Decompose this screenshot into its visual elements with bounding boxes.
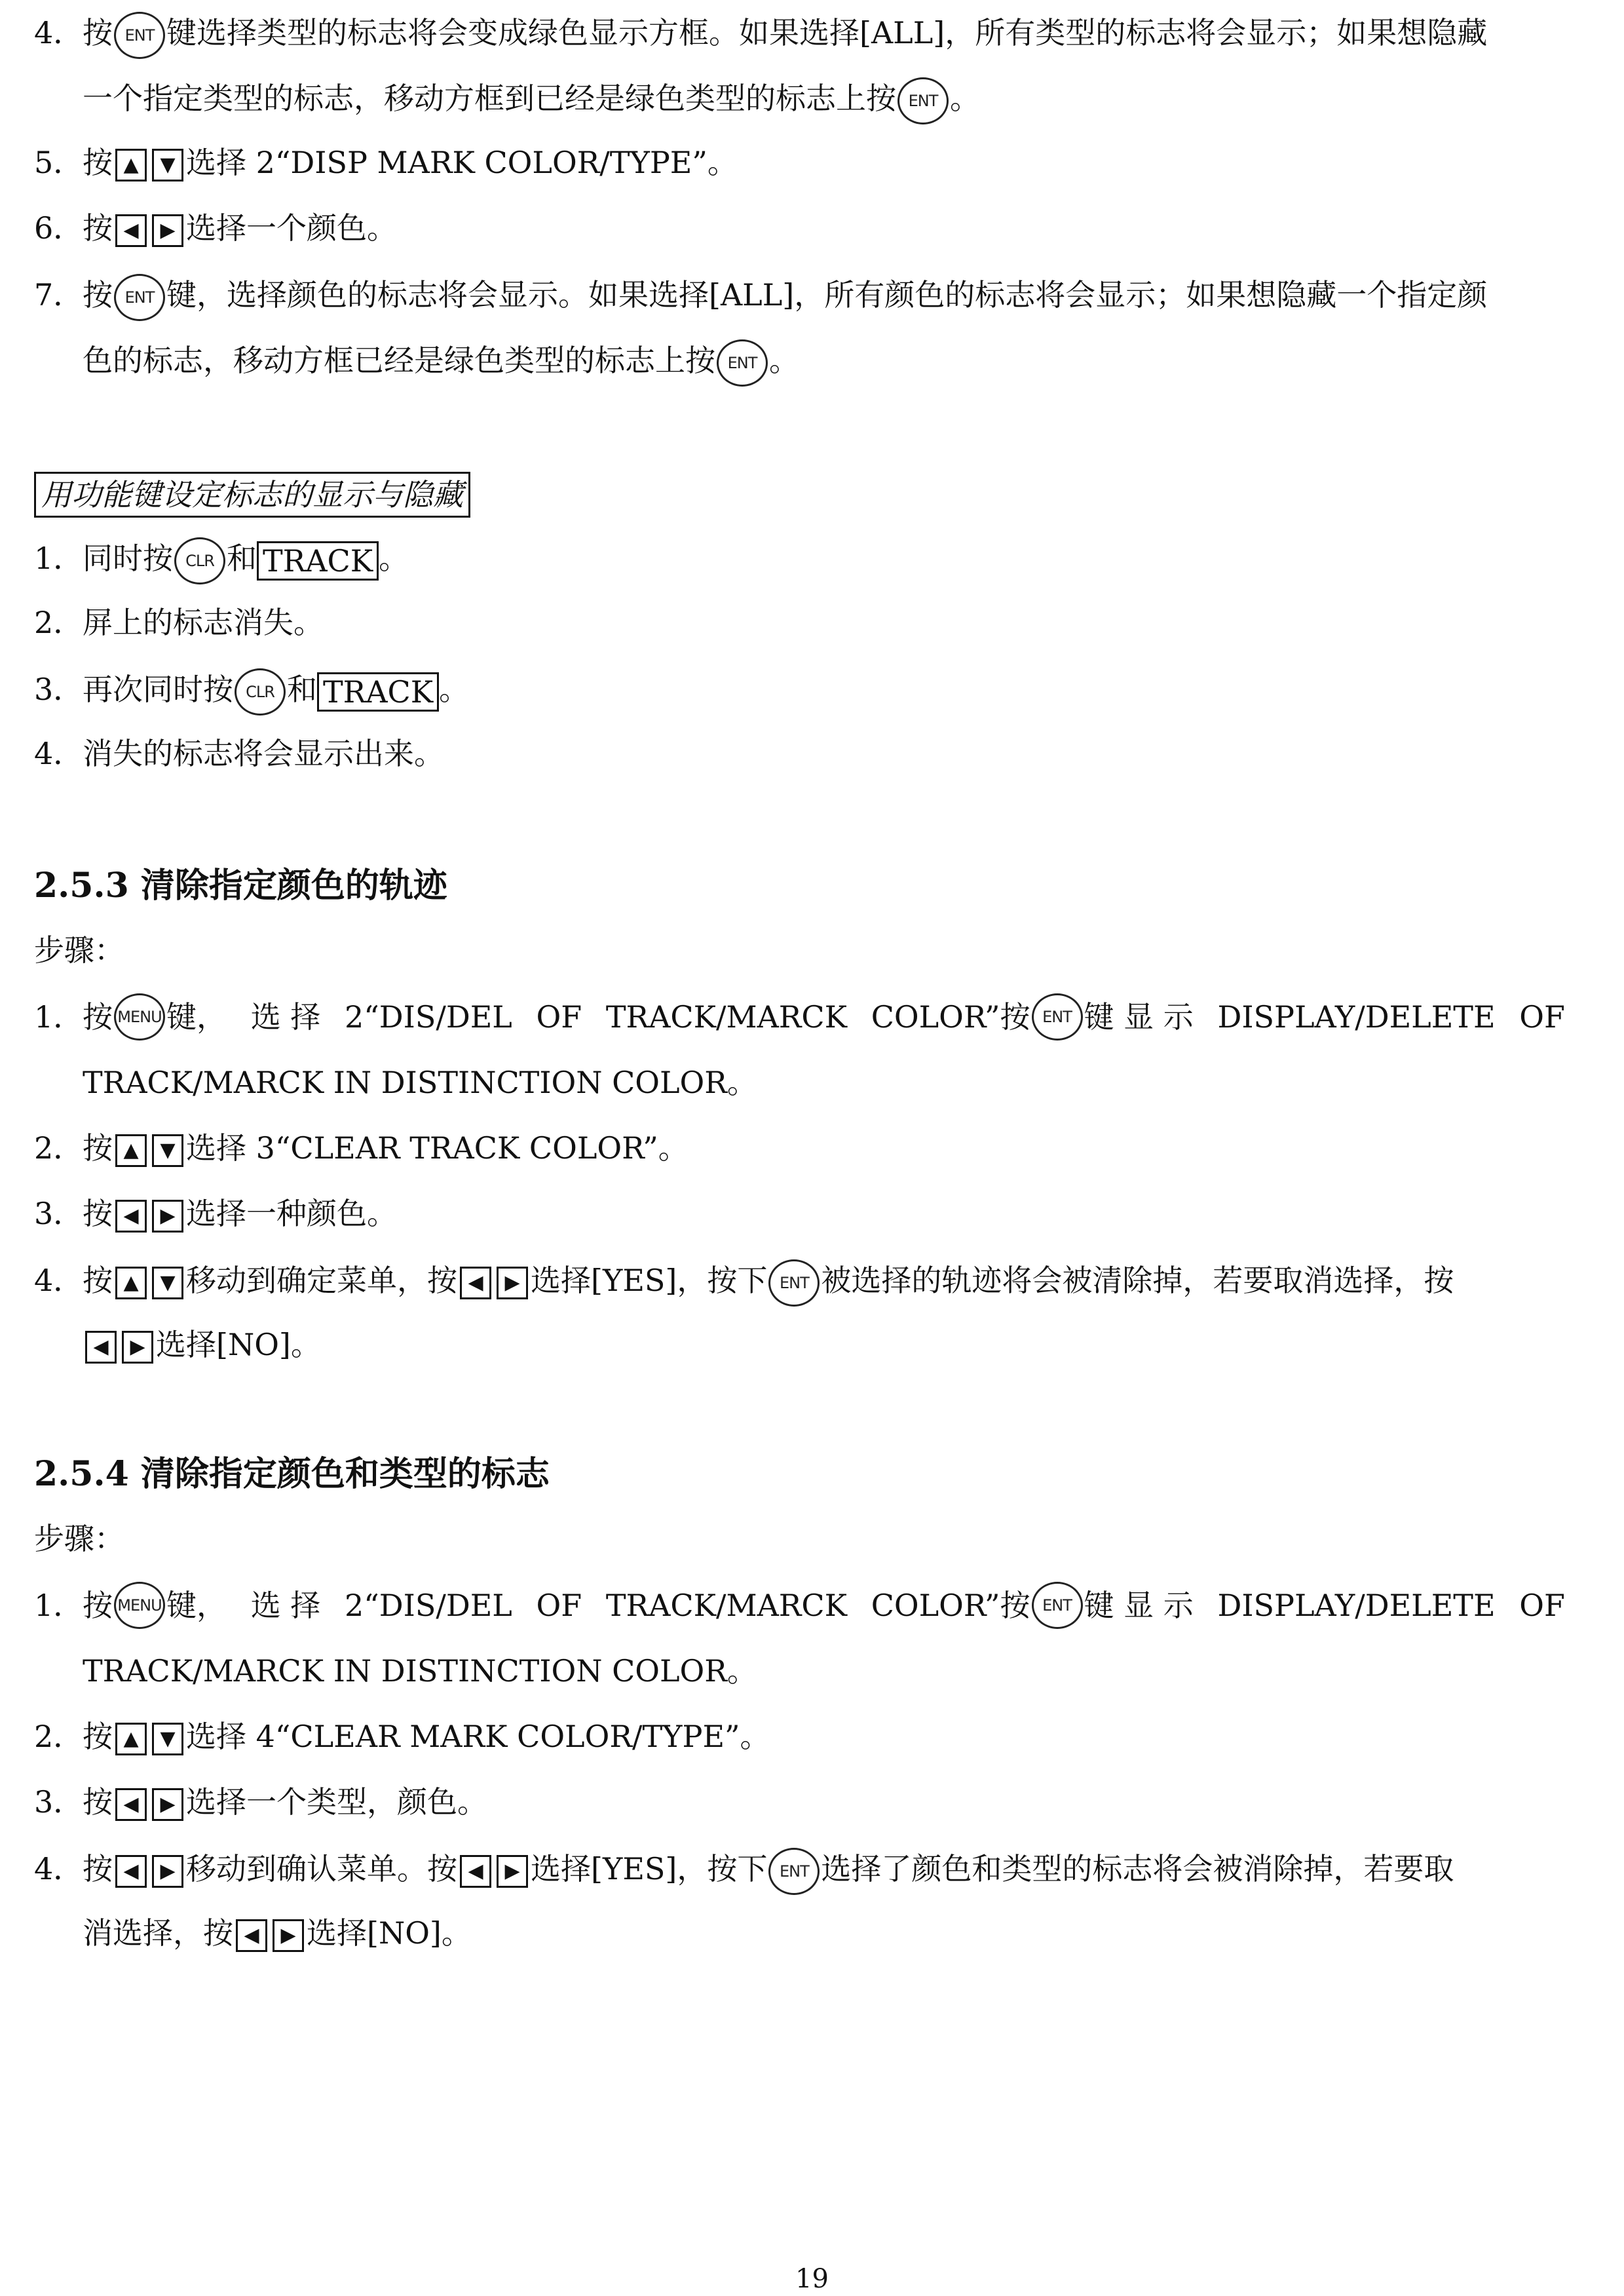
right-arrow-key-icon: ▶	[122, 1331, 153, 1364]
ent-key-icon: ENT	[114, 12, 165, 59]
ent-key-icon: ENT	[717, 339, 768, 387]
left-arrow-key-icon: ◀	[115, 1788, 147, 1821]
clr-key-icon: CLR	[174, 537, 225, 584]
section-2-5-4-steps-label: 步骤：	[34, 1521, 124, 1556]
ent-key-icon: ENT	[897, 77, 949, 124]
func-step-2: 2．屏上的标志消失。	[34, 605, 324, 640]
right-arrow-key-icon: ▶	[152, 1855, 183, 1888]
sec253-step-1-line2: TRACK/MARCK IN DISTINCTION COLOR。	[83, 1065, 757, 1100]
left-arrow-key-icon: ◀	[460, 1267, 491, 1299]
right-arrow-key-icon: ▶	[273, 1919, 304, 1952]
section-2-5-3-steps-label: 步骤：	[34, 932, 124, 968]
sec254-step-4-line2: 消选择，按 ◀ ▶ 选择[NO]。	[83, 1915, 472, 1951]
ent-key-icon: ENT	[768, 1259, 820, 1307]
menu-key-icon: MENU	[114, 1582, 165, 1629]
left-arrow-key-icon: ◀	[115, 214, 147, 247]
ent-key-icon: ENT	[768, 1848, 820, 1895]
sec253-step-4-line2: ◀ ▶ 选择[NO]。	[83, 1325, 1565, 1364]
section-2-5-3-title: 2.5.3 清除指定颜色的轨迹	[34, 866, 447, 906]
down-arrow-key-icon: ▼	[152, 1723, 183, 1755]
sec253-step-1-line1: 1． 按 MENU 键， 选 择 2“DIS/DEL OF TRACK/MARCK COLOR”按 ENT 键 显 示 DISPLAY/DELETE OF	[34, 997, 1565, 1037]
left-arrow-key-icon: ◀	[115, 1855, 147, 1888]
ent-key-icon: ENT	[114, 274, 165, 321]
left-arrow-key-icon: ◀	[236, 1919, 267, 1952]
up-arrow-key-icon: ▲	[115, 1134, 147, 1167]
intro-step-6: 6．按 ◀ ▶ 选择一个颜色。	[34, 210, 397, 246]
func-step-3: 3．再次同时按 CLR 和 TRACK 。	[34, 668, 1565, 708]
right-arrow-key-icon: ▶	[497, 1855, 528, 1888]
sec254-step-2: 2．按 ▲ ▼ 选择 4“CLEAR MARK COLOR/TYPE”。	[34, 1719, 770, 1754]
sec253-step-4-line1: 4．按 ▲ ▼ 移动到确定菜单，按 ◀ ▶ 选择[YES]，按下 ENT 被选择的轨迹将会被清除掉，若要取消选择，按	[34, 1259, 1565, 1299]
intro-step-7-line1: 7．按 ENT 键，选择颜色的标志将会显示。如果选择[ALL]，所有颜色的标志将会显示；如果想隐藏一个指定颜	[34, 274, 1565, 313]
left-arrow-key-icon: ◀	[115, 1200, 147, 1233]
func-step-4: 4．消失的标志将会显示出来。	[34, 736, 444, 771]
right-arrow-key-icon: ▶	[152, 214, 183, 247]
sec254-step-1-line1: 1． 按 MENU 键， 选 择 2“DIS/DEL OF TRACK/MARCK COLOR”按 ENT 键 显 示 DISPLAY/DELETE OF	[34, 1586, 1565, 1625]
right-arrow-key-icon: ▶	[152, 1200, 183, 1233]
right-arrow-key-icon: ▶	[497, 1267, 528, 1299]
intro-step-5: 5．按 ▲ ▼ 选择 2“DISP MARK COLOR/TYPE”。	[34, 145, 738, 180]
down-arrow-key-icon: ▼	[152, 149, 183, 182]
sec253-step-2: 2．按 ▲ ▼ 选择 3“CLEAR TRACK COLOR”。	[34, 1130, 689, 1166]
page-number: 19	[795, 2264, 829, 2294]
up-arrow-key-icon: ▲	[115, 1267, 147, 1299]
down-arrow-key-icon: ▼	[152, 1134, 183, 1167]
step-number: 4．	[34, 15, 84, 50]
ent-key-icon: ENT	[1032, 993, 1083, 1041]
left-arrow-key-icon: ◀	[85, 1331, 117, 1364]
up-arrow-key-icon: ▲	[115, 1723, 147, 1755]
clr-key-icon: CLR	[235, 668, 286, 716]
track-key-label: TRACK	[257, 541, 379, 581]
left-arrow-key-icon: ◀	[460, 1855, 491, 1888]
sec254-step-3: 3．按 ◀ ▶ 选择一个类型，颜色。	[34, 1784, 487, 1820]
ent-key-icon: ENT	[1032, 1582, 1083, 1629]
intro-step-4-line1: 4．按 ENT 键选择类型的标志将会变成绿色显示方框。如果选择[ALL]，所有类型的标志将会显示；如果想隐藏	[34, 12, 1565, 51]
right-arrow-key-icon: ▶	[152, 1788, 183, 1821]
up-arrow-key-icon: ▲	[115, 149, 147, 182]
intro-step-4-line2: 一个指定类型的标志，移动方框到已经是绿色类型的标志上按 ENT 。	[83, 77, 1565, 117]
sec254-step-4-line1: 4．按 ◀ ▶ 移动到确认菜单。按 ◀ ▶ 选择[YES]，按下 ENT 选择了颜色和类型的标志将会被消除掉，若要取	[34, 1848, 1565, 1887]
sec253-step-3: 3．按 ◀ ▶ 选择一种颜色。	[34, 1196, 397, 1231]
func-step-1: 1．同时按 CLR 和 TRACK 。	[34, 537, 1565, 577]
section-2-5-4-title: 2.5.4 清除指定颜色和类型的标志	[34, 1454, 550, 1494]
menu-key-icon: MENU	[114, 993, 165, 1041]
function-key-subheading: 用功能键设定标志的显示与隐藏	[34, 472, 470, 518]
intro-step-7-line2: 色的标志，移动方框已经是绿色类型的标志上按 ENT 。	[83, 339, 1565, 379]
down-arrow-key-icon: ▼	[152, 1267, 183, 1299]
track-key-label: TRACK	[317, 672, 439, 712]
sec254-step-1-line2: TRACK/MARCK IN DISTINCTION COLOR。	[83, 1653, 757, 1689]
